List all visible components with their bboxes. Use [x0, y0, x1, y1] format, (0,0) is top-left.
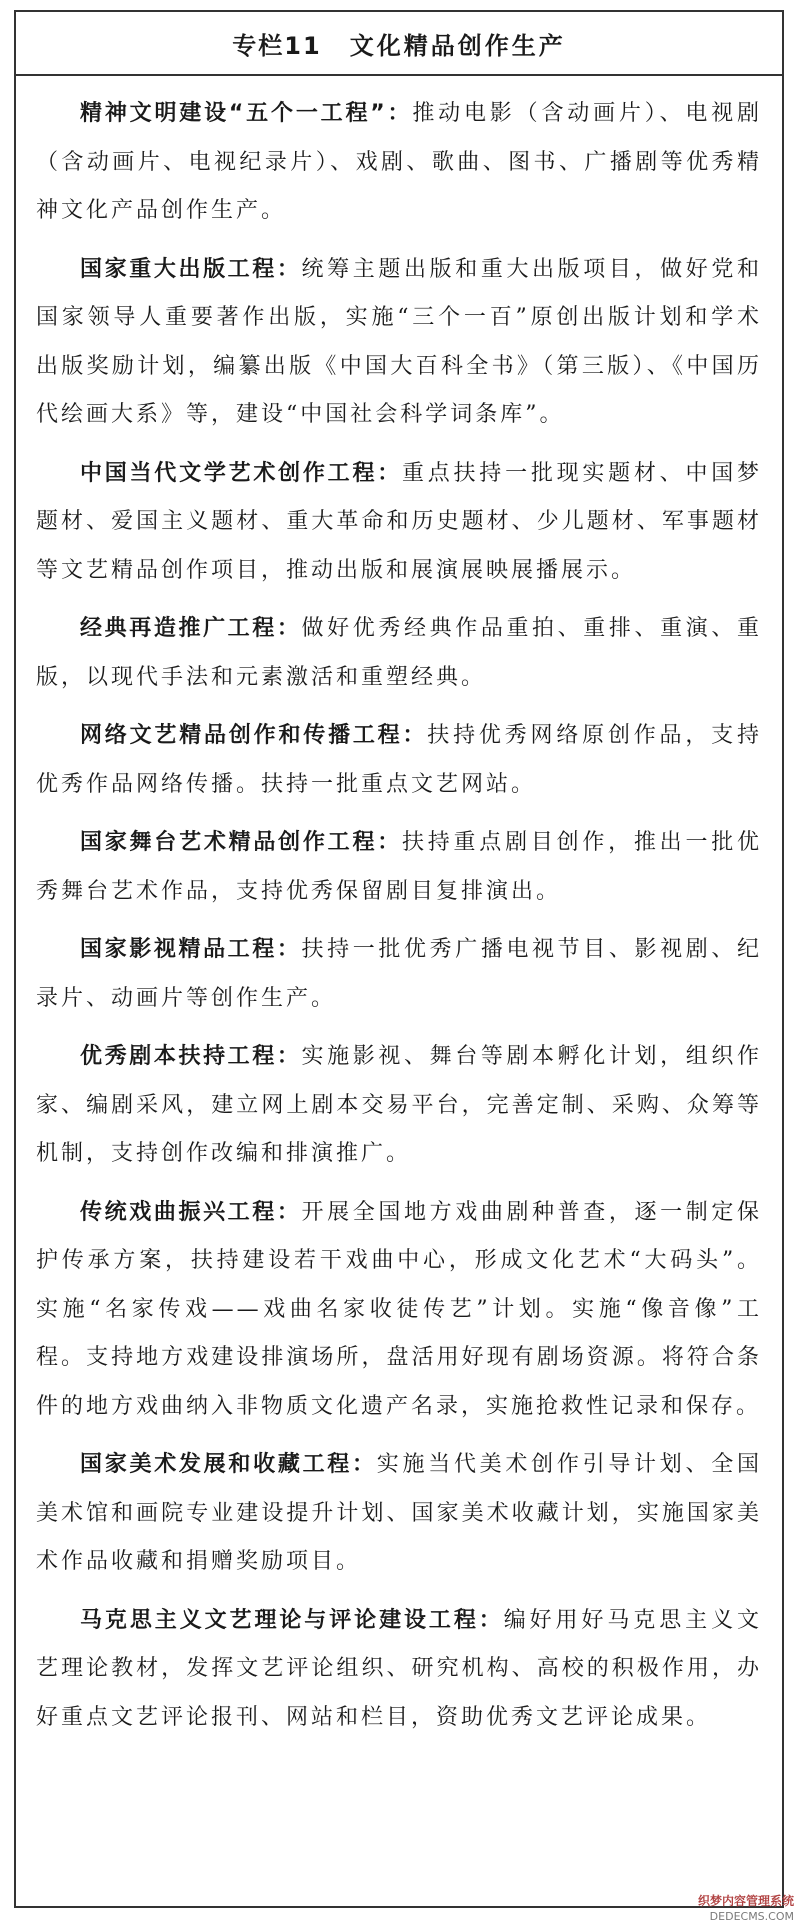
section-stage-arts: [36, 819, 762, 916]
section-publishing: [36, 246, 762, 440]
section-title: 优秀剧本扶持工程：: [80, 1044, 302, 1069]
column-number: 专栏11: [232, 31, 322, 60]
section-film-tv: [36, 926, 762, 1023]
section-text: 做好优秀经典作品重拍、重排、重演、重版，以现代手法和元素激活和重塑经典。: [36, 616, 762, 690]
section-text: 开展全国地方戏曲剧种普查，逐一制定保护传承方案，扶持建设若干戏曲中心，形成文化艺术“大码头”。实施“名家传戏——戏曲名家收徒传艺”计划。实施“像音像”工程。支持地方戏建设排演场所，盘活用好现有剧场资源。将符合条件的地方戏曲纳入非物质文化遗产名录，实施抢救性记录和保存。: [36, 1199, 762, 1419]
section-marxist-theory: [36, 1597, 762, 1743]
section-text: 扶持优秀网络原创作品，支持优秀作品网络传播。扶持一批重点文艺网站。: [36, 723, 762, 797]
section-text: 扶持一批优秀广播电视节目、影视剧、纪录片、动画片等创作生产。: [36, 937, 762, 1011]
section-title: 传统戏曲振兴工程：: [80, 1199, 302, 1225]
section-text: 推动电影（含动画片）、电视剧（含动画片、电视纪录片）、戏剧、歌曲、图书、广播剧等优秀精神文化产品创作生产。: [36, 101, 762, 223]
section-opera: [36, 1189, 762, 1432]
section-text: 统筹主题出版和重大出版项目，做好党和国家领导人重要著作出版，实施“三个一百”原创出版计划和学术出版奖励计划，编纂出版《中国大百科全书》（第三版）、《中国历代绘画大系》等，建设“中国社会科学词条库”。: [36, 256, 762, 427]
section-text: 实施当代美术创作引导计划、全国美术馆和画院专业建设提升计划、国家美术收藏计划，实施国家美术作品收藏和捐赠奖励项目。: [36, 1452, 762, 1574]
section-online-arts: [36, 712, 762, 809]
watermark-chinese: 织梦内容管理系统: [697, 1894, 794, 1908]
section-title: 中国当代文学艺术创作工程：: [80, 460, 402, 486]
section-fine-arts: [36, 1441, 762, 1587]
section-title: 马克思主义文艺理论与评论建设工程：: [80, 1607, 504, 1633]
section-wugeyi: [36, 90, 762, 236]
section-title: 国家舞台艺术精品创作工程：: [80, 830, 402, 855]
section-title: 国家美术发展和收藏工程：: [80, 1452, 377, 1477]
section-text: 扶持重点剧目创作，推出一批优秀舞台艺术作品，支持优秀保留剧目复排演出。: [36, 830, 762, 904]
watermark-domain: DEDECMS.COM: [709, 1910, 794, 1923]
column-body: [16, 76, 782, 1742]
section-title: 国家影视精品工程：: [80, 937, 302, 962]
watermark: [698, 1894, 794, 1924]
column-header: [16, 12, 782, 76]
section-text: 编好用好马克思主义文艺理论教材，发挥文艺评论组织、研究机构、高校的积极作用，办好重点文艺评论报刊、网站和栏目，资助优秀文艺评论成果。: [36, 1607, 762, 1730]
section-text: 重点扶持一批现实题材、中国梦题材、爱国主义题材、重大革命和历史题材、少儿题材、军事题材等文艺精品创作项目，推动出版和展演展映展播展示。: [36, 460, 762, 583]
section-contemporary-literature: [36, 450, 762, 596]
column-title: 文化精品创作生产: [349, 31, 566, 60]
section-title: 国家重大出版工程：: [80, 256, 302, 282]
section-text: 实施影视、舞台等剧本孵化计划，组织作家、编剧采风，建立网上剧本交易平台，完善定制、采购、众筹等机制，支持创作改编和排演推广。: [36, 1044, 762, 1166]
section-title: 精神文明建设“五个一工程”：: [80, 101, 413, 126]
section-scripts: [36, 1033, 762, 1179]
section-title: 网络文艺精品创作和传播工程：: [80, 723, 428, 748]
section-title: 经典再造推广工程：: [80, 616, 302, 641]
column-box: [14, 10, 784, 1908]
section-classics: [36, 605, 762, 702]
